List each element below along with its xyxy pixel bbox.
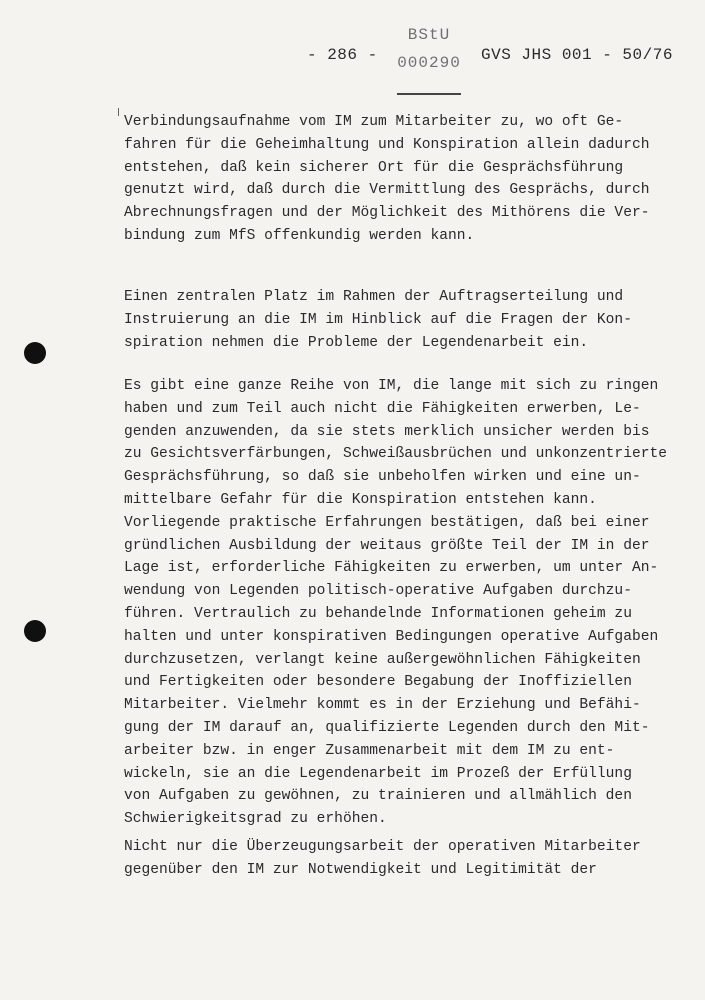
text-line: entstehen, daß kein sicherer Ort für die Gesprächsführung [124, 159, 624, 176]
text-line: arbeiter bzw. in enger Zusammenarbeit mit dem IM zu ent- [124, 742, 615, 759]
text-line: Mitarbeiter. Vielmehr kommt es in der Erziehung und Befähi- [124, 697, 641, 714]
stamp-number: 000290 [397, 54, 461, 72]
archive-stamp [396, 24, 462, 74]
text-line: wickeln, sie an die Legendenarbeit im Prozeß der Erfüllung [124, 765, 632, 782]
text-line: Vorliegende praktische Erfahrungen bestätigen, daß bei einer [124, 514, 650, 531]
paragraph-4 [124, 836, 684, 882]
text-line: bindung zum MfS offenkundig werden kann. [124, 227, 475, 244]
text-line: Schwierigkeitsgrad zu erhöhen. [124, 811, 387, 828]
paragraph-3 [124, 375, 684, 831]
text-line: Lage ist, erforderliche Fähigkeiten zu erwerben, um unter An- [124, 560, 659, 577]
punch-hole-bottom [24, 620, 46, 642]
text-line: haben und zum Teil auch nicht die Fähigkeiten erwerben, Le- [124, 400, 641, 417]
text-line: Gesprächsführung, so daß sie unbeholfen wirken und eine un- [124, 469, 641, 486]
stamp-label: BStU [407, 26, 451, 44]
text-line: und Fertigkeiten oder besondere Begabung der Inoffiziellen [124, 674, 632, 691]
header-underline [397, 93, 461, 95]
paragraph-2 [124, 286, 684, 354]
paragraph-1 [124, 111, 684, 248]
text-line: Abrechnungsfragen und der Möglichkeit des Mithörens die Ver- [124, 205, 650, 222]
punch-hole-top [24, 342, 46, 364]
text-line: mittelbare Gefahr für die Konspiration entstehen kann. [124, 491, 597, 508]
text-line: durchzusetzen, verlangt keine außergewöhnlichen Fähigkeiten [124, 651, 641, 668]
text-line: führen. Vertraulich zu behandelnde Informationen geheim zu [124, 605, 632, 622]
text-line: genutzt wird, daß durch die Vermittlung des Gesprächs, durch [124, 182, 650, 199]
text-line: gründlichen Ausbildung der weitaus größte Teil der IM in der [124, 537, 650, 554]
text-line: zu Gesichtsverfärbungen, Schweißausbrüchen und unkonzentrierte [124, 446, 667, 463]
page-number: - 286 - [307, 46, 378, 64]
text-line: von Aufgaben zu gewöhnen, zu trainieren und allmählich den [124, 788, 632, 805]
text-line: Verbindungsaufnahme vom IM zum Mitarbeiter zu, wo oft Ge- [124, 114, 624, 130]
document-reference: GVS JHS 001 - 50/76 [481, 46, 673, 64]
text-line: spiration nehmen die Probleme der Legendenarbeit ein. [124, 334, 589, 351]
text-line: wendung von Legenden politisch-operative Aufgaben durchzu- [124, 583, 632, 600]
text-line: Nicht nur die Überzeugungsarbeit der operativen Mitarbeiter [124, 839, 641, 855]
text-line: gegenüber den IM zur Notwendigkeit und Legitimität der [124, 861, 597, 878]
text-line: Einen zentralen Platz im Rahmen der Auftragserteilung und [124, 289, 624, 305]
text-line: fahren für die Geheimhaltung und Konspiration allein dadurch [124, 136, 650, 153]
text-line: Instruierung an die IM im Hinblick auf die Fragen der Kon- [124, 311, 632, 328]
text-line: Es gibt eine ganze Reihe von IM, die lange mit sich zu ringen [124, 378, 659, 394]
text-line: halten und unter konspirativen Bedingungen operative Aufgaben [124, 628, 659, 645]
text-line: genden anzuwenden, da sie stets merklich unsicher werden bis [124, 423, 650, 440]
text-line: gung der IM darauf an, qualifizierte Legenden durch den Mit- [124, 719, 650, 736]
